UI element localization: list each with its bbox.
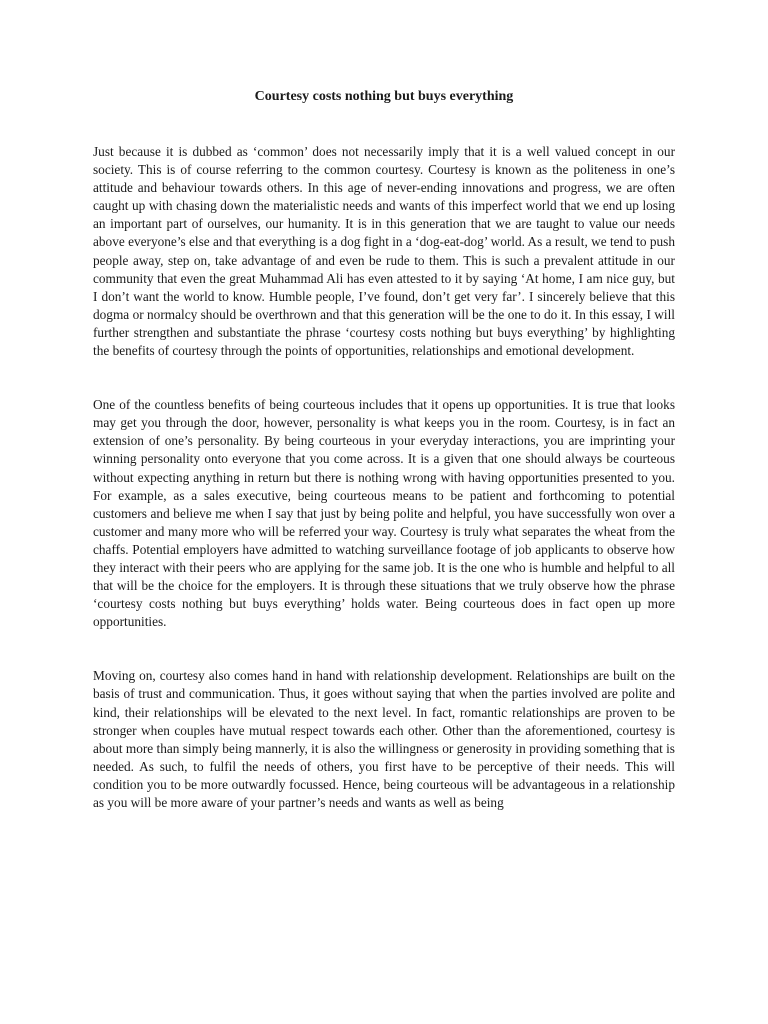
page-title: Courtesy costs nothing but buys everything [254, 89, 514, 104]
paragraph-introduction: Just because it is dubbed as ‘common’ does not necessarily imply that it is a well valued concept in our society. This is of course referring to the common courtesy. Courtesy is known as the politeness in one’s attitude and behaviour towards others. In this age of never-ending innovations and progress, we are often caught up with chasing down the materialistic needs and wants of this imperfect world that we end up losing an important part of ourselves, our humanity. It is in this generation that we are taught to value our needs above everyone’s else and that everything is a dog fight in a ‘dog-eat-dog’ world. As a result, we tend to push people away, step on, take advantage of and even be rude to them. This is such a prevalent attitude in our community that even the great Muhammad Ali has even attested to it by saying ‘At home, I am nice guy, but I don’t want the world to know. Humble people, I’ve found, don’t get very far’. I sincerely believe that this dogma or normalcy should be overthrown and that this generation will be the one to do it. In this essay, I will further strengthen and substantiate the phrase ‘courtesy costs nothing but buys everything’ by highlighting the benefits of courtesy through the points of opportunities, relationships and emotional development. [93, 144, 675, 359]
document-body [93, 143, 675, 812]
paragraph-opportunities: One of the countless benefits of being courteous includes that it opens up opportunities. It is true that looks may get you through the door, however, personality is what keeps you in the room. Courtesy, is in fact an extension of one’s personality. By being courteous in your everyday interactions, you are imprinting your winning personality onto everyone that you come across. It is a given that one should always be courteous without expecting anything in return but there is nothing wrong with having opportunities presented to you. For example, as a sales executive, being courteous means to be patient and forthcoming to potential customers and believe me when I say that just by being polite and helpful, you have successfully won over a customer and many more who will be referred your way. Courtesy is truly what separates the wheat from the chaffs. Potential employers have admitted to watching surveillance footage of job applicants to observe how they interact with their peers who are applying for the same job. It is the one who is humble and helpful to all that will be the choice for the employers. It is through these situations that we truly observe how the phrase ‘courtesy costs nothing but buys everything’ holds water. Being courteous does in fact open up more opportunities. [93, 397, 675, 630]
paragraph-relationships: Moving on, courtesy also comes hand in hand with relationship development. Relationships are built on the basis of trust and communication. Thus, it goes without saying that when the parties involved are polite and kind, their relationships will be elevated to the next level. In fact, romantic relationships are proven to be stronger when couples have mutual respect towards each other. Other than the aforementioned, courtesy is about more than simply being mannerly, it is also the willingness or generosity in providing something that is needed. As such, to fulfil the needs of others, you first have to be perceptive of their needs. This will condition you to be more outwardly focussed. Hence, being courteous will be advantageous in a relationship as you will be more aware of your partner’s needs and wants as well as being [93, 668, 675, 810]
